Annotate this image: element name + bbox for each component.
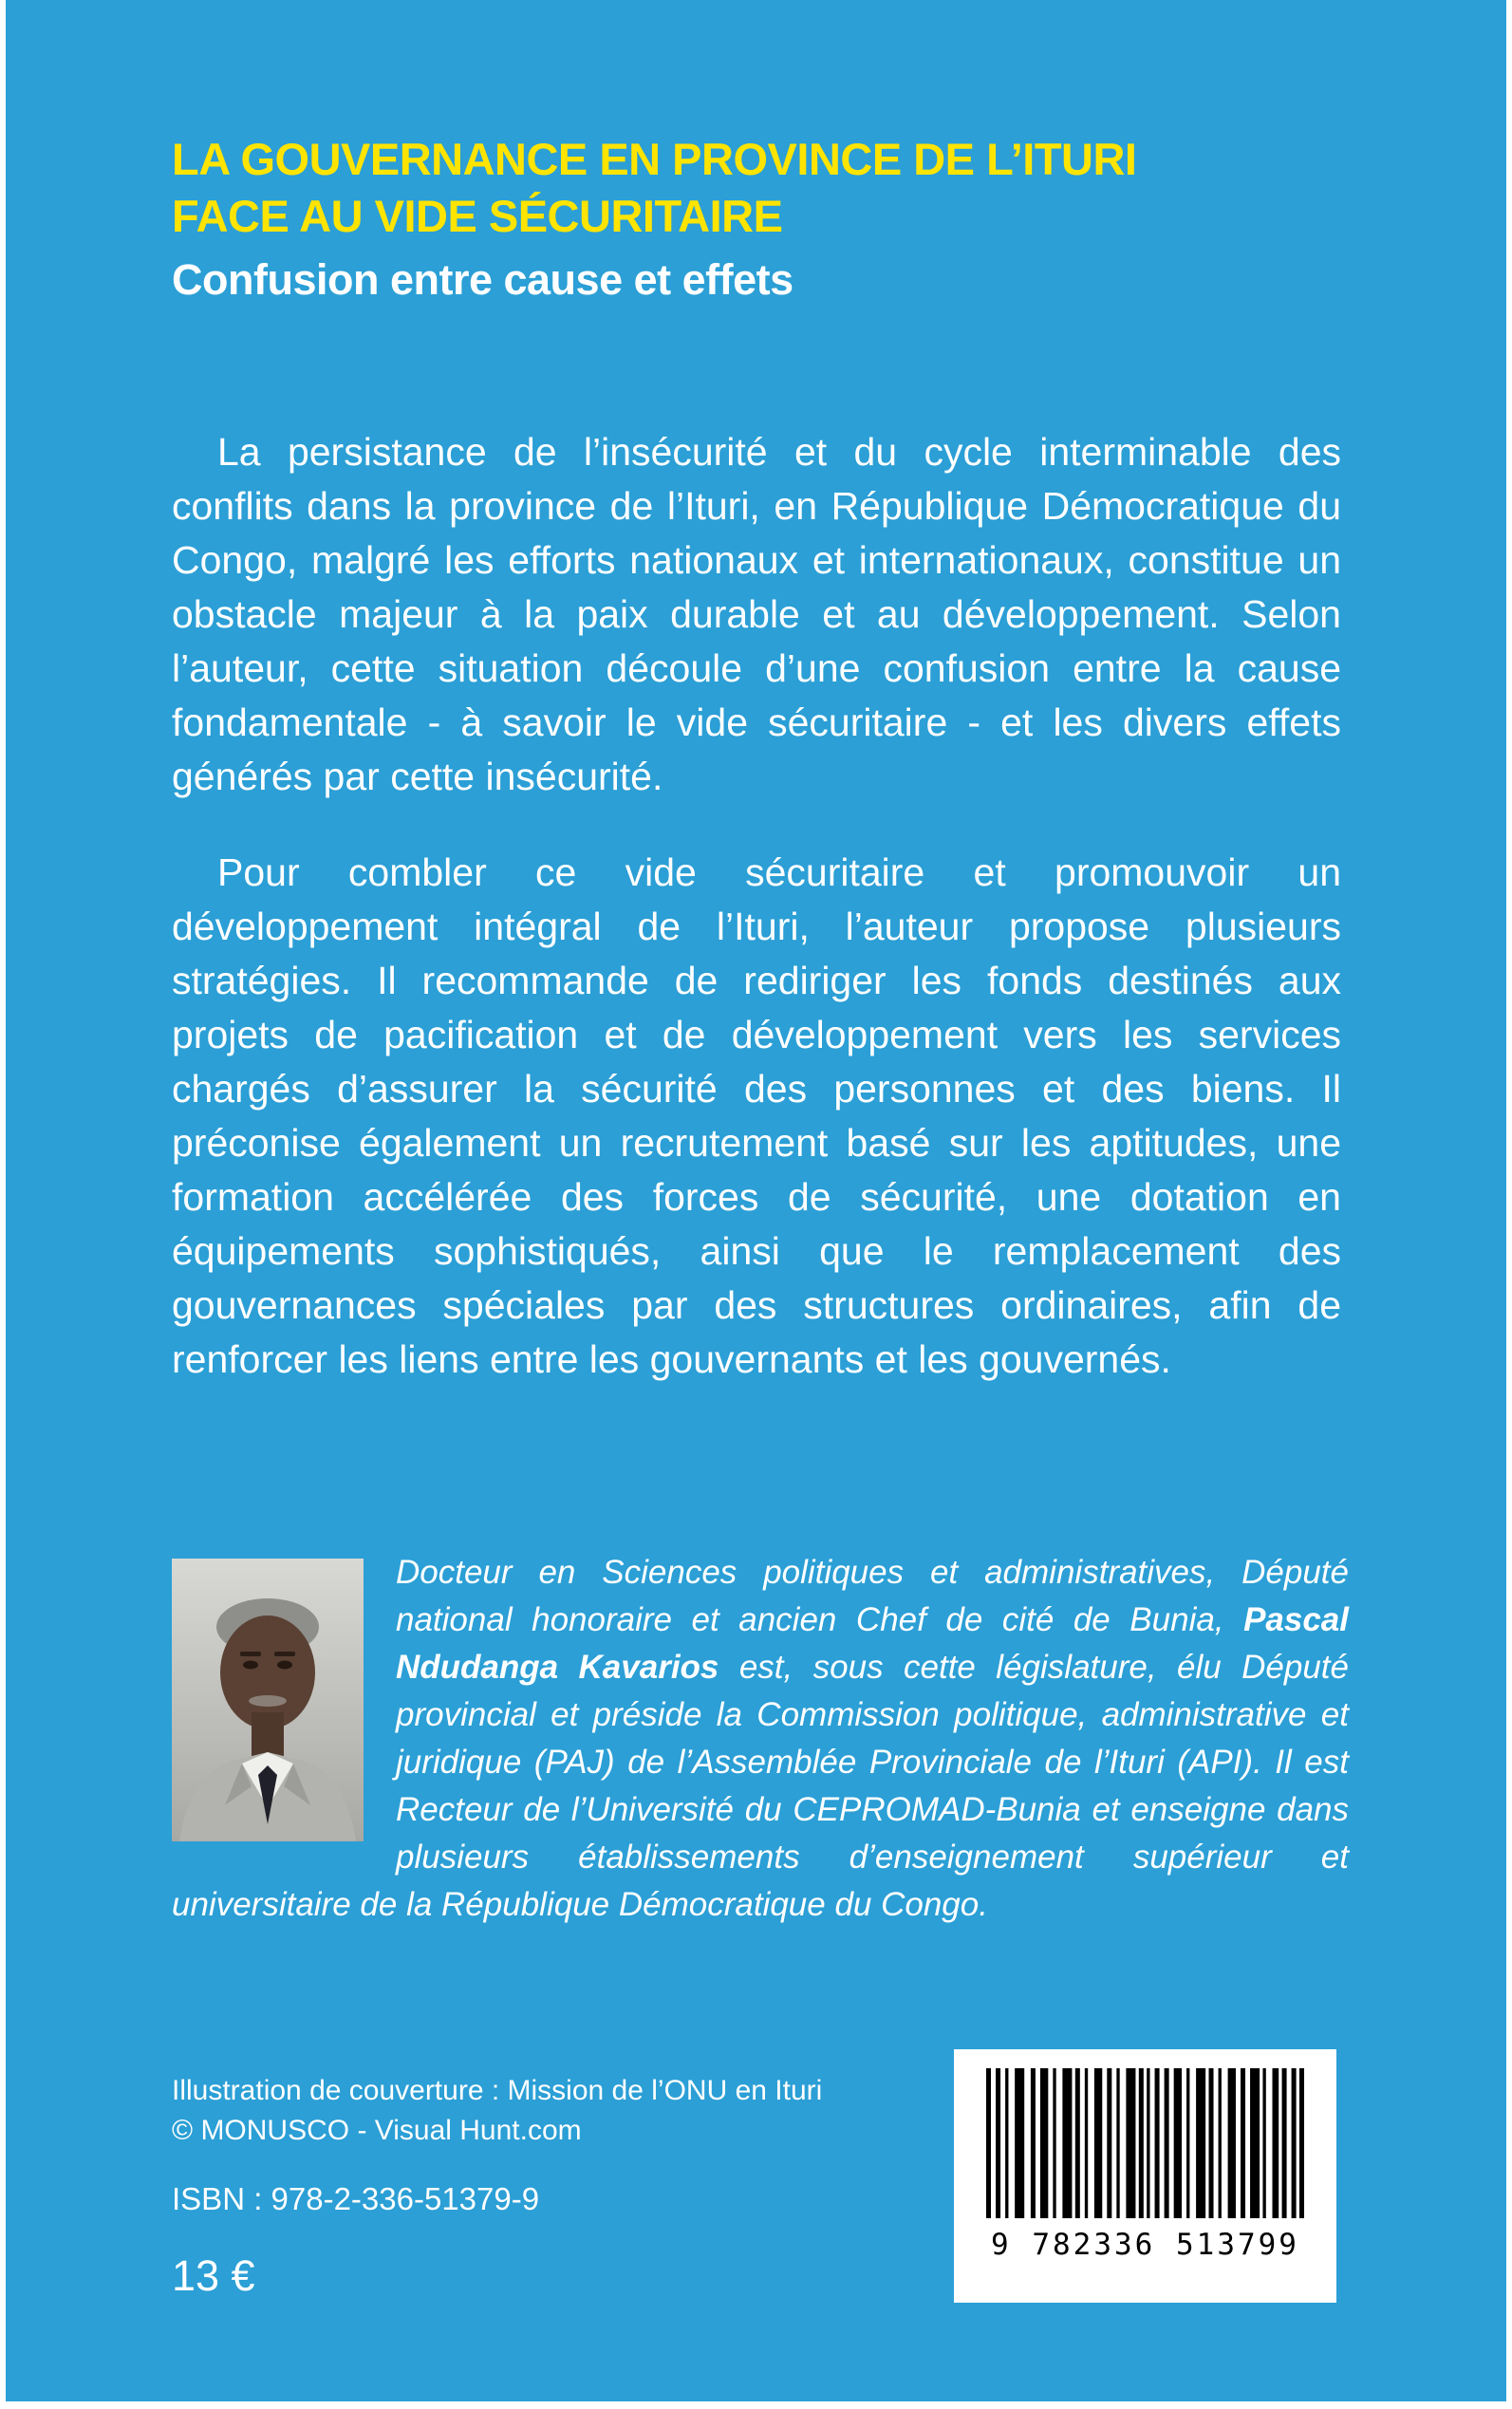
credit-line-copyright: © MONUSCO - Visual Hunt.com <box>172 2115 582 2146</box>
paragraph-2: Pour combler ce vide sécuritaire et promouvoir un développement intégral de l’Ituri, l’auteur propose plusieurs stratégies. Il recommande de rediriger les fonds destinés aux projets de pacification et de développement vers les services chargés d’assurer la sécurité des personnes et des biens. Il préconise également un recrutement basé sur les aptitudes, une formation accélérée des forces de sécurité, une dotation en équipements sophistiqués, ainsi que le remplacement des gouvernances spéciales par des structures ordinaires, afin de renforcer les liens entre les gouvernants et les gouvernés. <box>172 850 1341 1381</box>
cover-credits <box>172 2071 822 2151</box>
barcode-stripes <box>986 2068 1304 2218</box>
isbn: ISBN : 978-2-336-51379-9 <box>172 2181 540 2216</box>
book-title-line1: LA GOUVERNANCE EN PROVINCE DE L’ITURI <box>172 134 1137 184</box>
author-photo <box>172 1559 364 1841</box>
bio-text-after-name: est, sous cette législature, élu Député provincial et préside la Commission politique, administrative et juridique (PAJ) de l’Assemblée Provinciale de l’Ituri (API). Il est Recteur de l’Université du CEPROMAD-Bunia et enseigne dans plusieurs établissements d’enseignement supérieur et universitaire de la République Démocratique du Congo. <box>172 1649 1349 1923</box>
author-portrait-illustration <box>172 1559 364 1841</box>
author-name: Pascal Ndudanga Kavarios <box>396 1601 1349 1686</box>
barcode <box>954 2049 1336 2303</box>
book-title-line2: FACE AU VIDE SÉCURITAIRE <box>172 191 783 241</box>
credit-line-illustration: Illustration de couverture : Mission de l’ONU en Ituri <box>172 2075 823 2106</box>
author-bio <box>172 1549 1349 1929</box>
back-cover-text <box>172 425 1341 1387</box>
bio-text-before-name: Docteur en Sciences politiques et administratives, Député national honoraire et ancien Chef de cité de Bunia, <box>396 1554 1349 1638</box>
book-back-cover <box>6 0 1506 2401</box>
book-subtitle: Confusion entre cause et effets <box>172 255 793 304</box>
barcode-number: 9 782336 513799 <box>991 2228 1299 2262</box>
title-block <box>172 131 1368 309</box>
paragraph-1: La persistance de l’insécurité et du cycle interminable des conflits dans la province de l’Ituri, en République Démocratique du Congo, malgré les efforts nationaux et internationaux, constitue un obstacle majeur à la paix durable et au développement. Selon l’auteur, cette situation découle d’une confusion entre la cause fondamentale - à savoir le vide sécuritaire - et les divers effets générés par cette insécurité. <box>172 430 1341 798</box>
barcode-bars <box>986 2068 1304 2218</box>
price: 13 € <box>172 2251 255 2300</box>
